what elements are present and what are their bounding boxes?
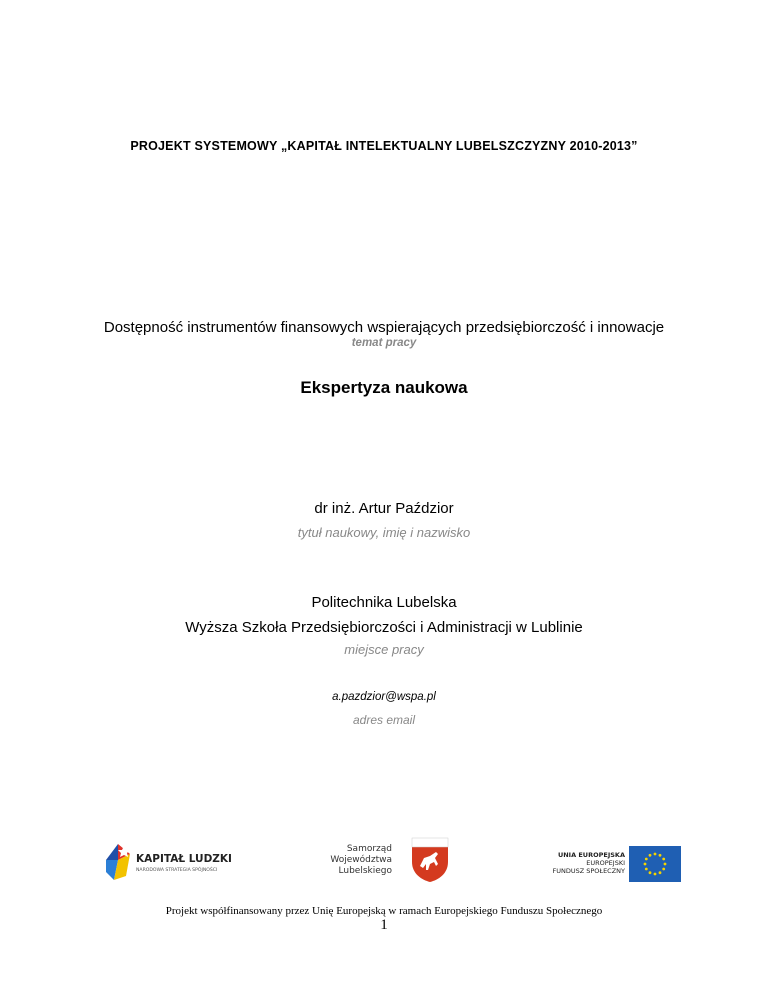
samorzad-line-1: Samorząd xyxy=(346,844,392,854)
unia-line-2: EUROPEJSKI xyxy=(586,859,625,867)
topic-title: Dostępność instrumentów finansowych wspierających przedsiębiorczość i innowacje xyxy=(103,319,665,336)
project-title: PROJEKT SYSTEMOWY „KAPITAŁ INTELEKTUALNY LUBELSZCZYZNY 2010-2013” xyxy=(130,139,638,153)
unia-name xyxy=(552,851,625,875)
unia-line-3: FUNDUSZ SPOŁECZNY xyxy=(552,867,625,875)
document-type: Ekspertyza naukowa xyxy=(300,378,468,397)
kapital-ludzki-emblem-icon xyxy=(104,840,134,882)
samorzad-name xyxy=(330,844,392,877)
samorzad-line-3: Lubelskiego xyxy=(338,866,392,876)
workplace-line-2: Wyższa Szkoła Przedsiębiorczości i Administracji w Lublinie xyxy=(185,619,583,636)
samorzad-logo xyxy=(330,836,450,882)
workplace-caption: miejsce pracy xyxy=(344,642,424,657)
samorzad-line-2: Województwa xyxy=(330,855,392,865)
unia-europejska-logo xyxy=(545,844,685,884)
workplace-line-1: Politechnika Lubelska xyxy=(311,594,457,611)
author-caption: tytuł naukowy, imię i nazwisko xyxy=(297,525,471,540)
email-address: a.pazdzior@wspa.pl xyxy=(332,691,436,703)
footer-note: Projekt współfinansowany przez Unię Europejską w ramach Europejskiego Funduszu Społecznego xyxy=(165,905,603,917)
coat-of-arms-icon xyxy=(410,836,450,882)
page-number: 1 xyxy=(380,917,388,933)
topic-caption: temat pracy xyxy=(351,337,417,349)
author-name: dr inż. Artur Paździor xyxy=(314,500,454,517)
kapital-ludzki-subtitle: NARODOWA STRATEGIA SPÓJNOŚCI xyxy=(136,868,218,873)
email-caption: adres email xyxy=(352,713,416,727)
kapital-ludzki-logo xyxy=(104,840,239,882)
unia-line-1: UNIA EUROPEJSKA xyxy=(557,851,625,859)
kapital-ludzki-name: KAPITAŁ LUDZKI xyxy=(136,853,232,865)
eu-flag-icon xyxy=(629,846,681,882)
